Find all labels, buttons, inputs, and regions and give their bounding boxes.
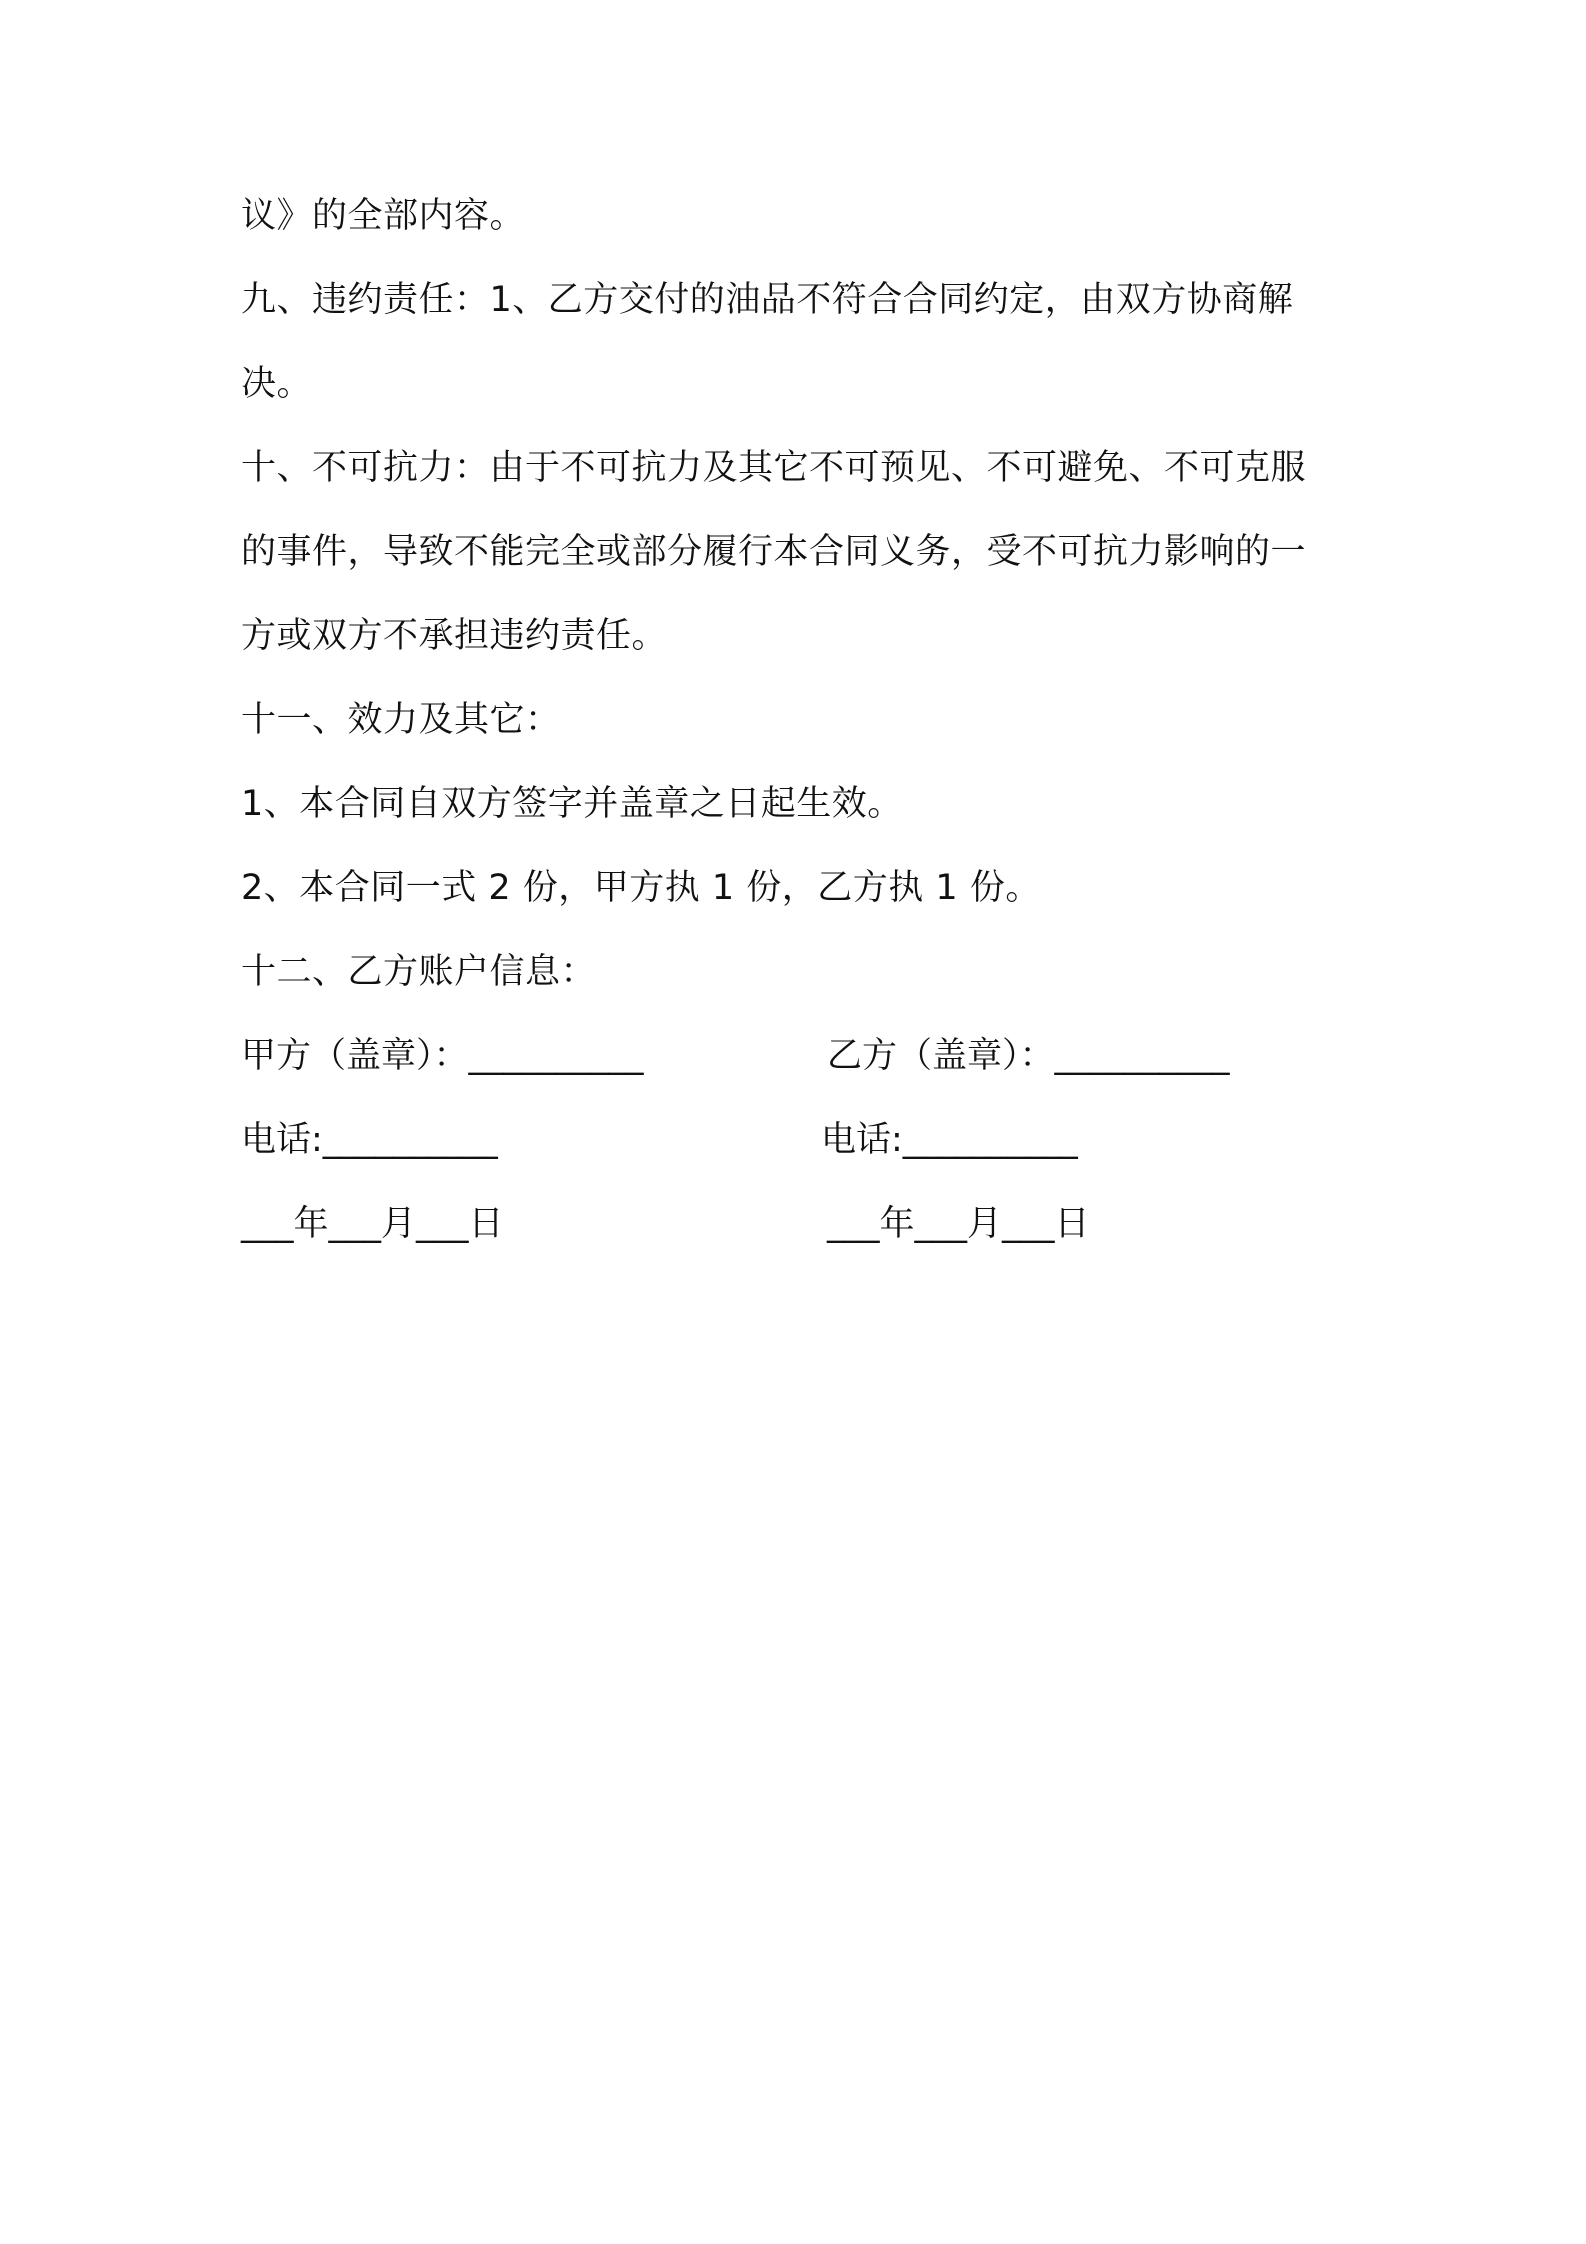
party-b-phone-field: 电话:__________ — [821, 1120, 1078, 1160]
clause-11-item-2: 2、本合同一式 2 份，甲方执 1 份，乙方执 1 份。 — [241, 868, 1041, 908]
party-a-seal-field: 甲方（盖章）：__________ — [241, 1036, 644, 1076]
clause-11-heading: 十一、效力及其它： — [241, 700, 561, 740]
clause-10-line-3: 方或双方不承担违约责任。 — [241, 616, 668, 656]
clause-10-line-1: 十、不可抗力：由于不可抗力及其它不可预见、不可避免、不可克服 — [241, 448, 1307, 488]
clause-10-line-2: 的事件，导致不能完全或部分履行本合同义务，受不可抗力影响的一 — [241, 532, 1307, 572]
party-b-seal-field: 乙方（盖章）：__________ — [827, 1036, 1230, 1076]
party-a-date-field: ___年___月___日 — [241, 1204, 504, 1244]
party-a-phone-field: 电话:__________ — [241, 1120, 498, 1160]
party-b-date-field: ___年___月___日 — [827, 1204, 1090, 1244]
paragraph-line: 议》的全部内容。 — [241, 196, 526, 236]
clause-12-heading: 十二、乙方账户信息： — [241, 952, 597, 992]
clause-11-item-1: 1、本合同自双方签字并盖章之日起生效。 — [241, 784, 903, 824]
date-row — [241, 1182, 1361, 1266]
document-body — [241, 174, 1361, 1266]
seal-row — [241, 1014, 1361, 1098]
clause-9-line-1: 九、违约责任：1、乙方交付的油品不符合合同约定，由双方协商解 — [241, 280, 1294, 320]
phone-row — [241, 1098, 1361, 1182]
clause-9-line-2: 决。 — [241, 364, 313, 404]
